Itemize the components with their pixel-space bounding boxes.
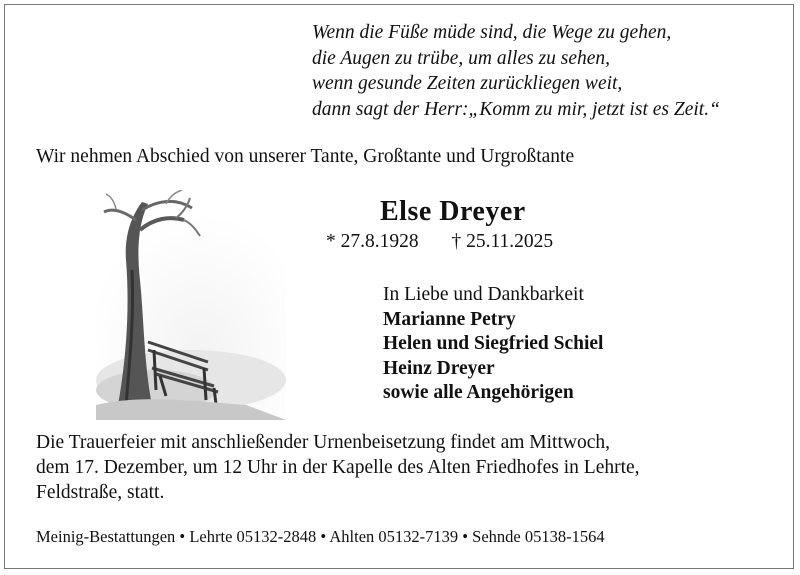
mourner-name: Heinz Dreyer [383,357,495,379]
life-dates [326,231,553,253]
farewell-intro: Wir nehmen Abschied von unserer Tante, Großtante und Urgroßtante [36,146,575,167]
ceremony-line: Die Trauerfeier mit anschließender Urnenbeisetzung findet am Mittwoch, [36,432,610,453]
birth-date: * 27.8.1928 [326,231,419,252]
poem [312,20,720,122]
ceremony-line: dem 17. Dezember, um 12 Uhr in der Kapelle des Alten Friedhofes in Lehrte, [36,457,640,478]
poem-line: die Augen zu trübe, um alles zu sehen, [312,47,611,69]
deceased-name: Else Dreyer [380,196,526,227]
poem-line: dann sagt der Herr:„Komm zu mir, jetzt ist es Zeit.“ [312,98,720,120]
death-date: † 25.11.2025 [451,231,554,252]
funeral-home-footer: Meinig-Bestattungen • Lehrte 05132-2848 • Ahlten 05132-7139 • Sehnde 05138-1564 [36,527,605,546]
mourner-name: Marianne Petry [383,308,516,330]
mourners [383,283,603,406]
mourner-name: sowie alle Angehörigen [383,382,574,403]
poem-line: wenn gesunde Zeiten zurückliegen weit, [312,73,623,94]
mourners-heading: In Liebe und Dankbarkeit [383,284,584,305]
tree-bench-illustration [96,190,286,420]
mourner-name: Helen und Siegfried Schiel [383,333,604,354]
ceremony-info [36,430,640,505]
ceremony-line: Feldstraße, statt. [36,482,165,503]
poem-line: Wenn die Füße müde sind, die Wege zu gehen, [312,22,672,43]
